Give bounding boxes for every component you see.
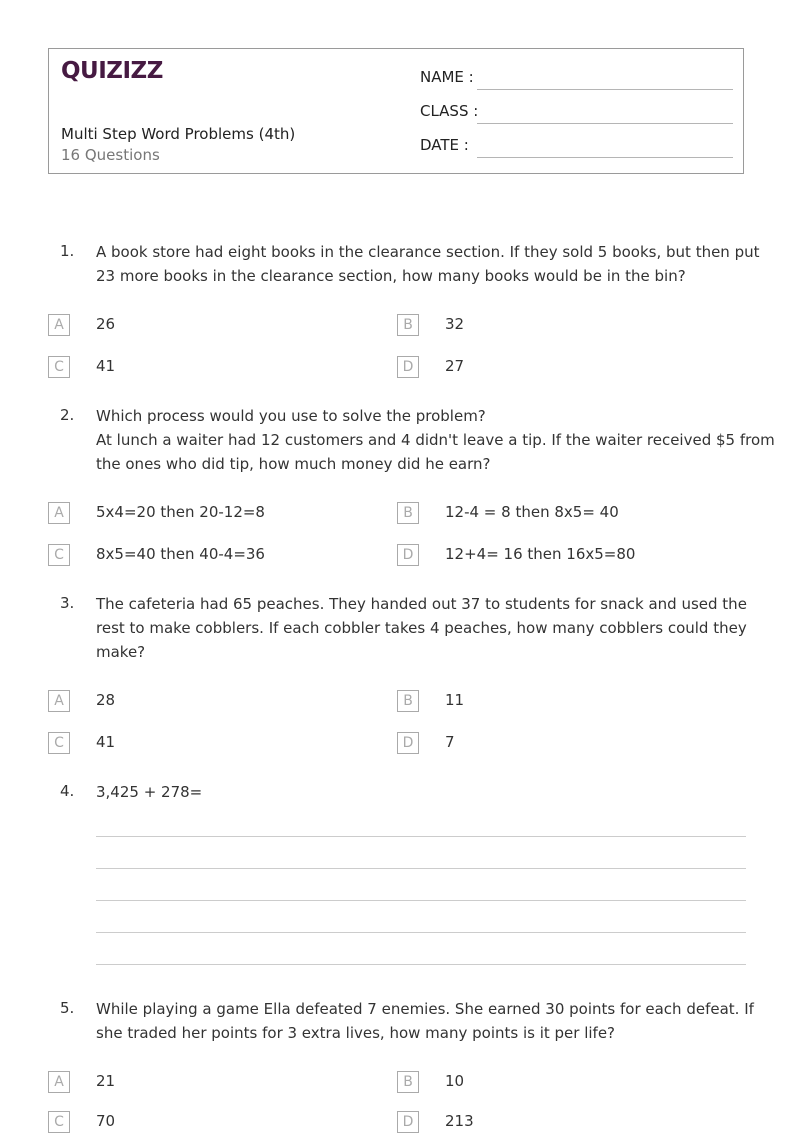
answer-line[interactable] (96, 836, 746, 837)
answer-line[interactable] (96, 964, 746, 965)
option-d-text: 213 (445, 1112, 474, 1130)
option-d-box[interactable]: D (397, 1111, 419, 1133)
answer-line[interactable] (96, 932, 746, 933)
question-line: 23 more books in the clearance section, how many books would be in the bin? (96, 267, 686, 285)
question-line: While playing a game Ella defeated 7 enemies. She earned 30 points for each defeat. If (96, 1000, 754, 1018)
question-number: 1. (60, 242, 75, 260)
answer-line[interactable] (96, 900, 746, 901)
answer-line[interactable] (96, 868, 746, 869)
question-line: 3,425 + 278= (96, 783, 203, 801)
option-b-text: 11 (445, 691, 465, 709)
option-c-text: 70 (96, 1112, 116, 1130)
option-d-text: 12+4= 16 then 16x5=80 (445, 545, 636, 563)
question-line: A book store had eight books in the clearance section. If they sold 5 books, but then put (96, 243, 760, 261)
question-line: Which process would you use to solve the problem? (96, 407, 486, 425)
question-line: make? (96, 643, 146, 661)
option-a-text: 21 (96, 1072, 116, 1090)
class-field[interactable] (477, 123, 733, 124)
worksheet-title: Multi Step Word Problems (4th) (61, 125, 296, 143)
worksheet-header (48, 48, 744, 174)
question-line: At lunch a waiter had 12 customers and 4 didn't leave a tip. If the waiter received $5 from (96, 431, 775, 449)
option-d-box[interactable]: D (397, 356, 419, 378)
option-b-box[interactable]: B (397, 1071, 419, 1093)
option-a-box[interactable]: A (48, 314, 70, 336)
name-field[interactable] (477, 89, 733, 90)
option-a-text: 5x4=20 then 20-12=8 (96, 503, 265, 521)
option-d-box[interactable]: D (397, 732, 419, 754)
option-c-text: 8x5=40 then 40-4=36 (96, 545, 265, 563)
question-number: 2. (60, 406, 75, 424)
option-a-box[interactable]: A (48, 502, 70, 524)
option-d-text: 27 (445, 357, 465, 375)
date-field[interactable] (477, 157, 733, 158)
option-a-text: 26 (96, 315, 116, 333)
question-text (96, 240, 760, 288)
name-label: NAME : (420, 68, 474, 86)
question-line: the ones who did tip, how much money did he earn? (96, 455, 491, 473)
option-c-text: 41 (96, 733, 116, 751)
option-b-box[interactable]: B (397, 690, 419, 712)
option-b-text: 32 (445, 315, 465, 333)
option-b-box[interactable]: B (397, 502, 419, 524)
option-c-box[interactable]: C (48, 544, 70, 566)
class-label: CLASS : (420, 102, 479, 120)
date-label: DATE : (420, 136, 469, 154)
option-b-text: 12-4 = 8 then 8x5= 40 (445, 503, 619, 521)
question-count: 16 Questions (61, 146, 160, 164)
question-line: rest to make cobblers. If each cobbler takes 4 peaches, how many cobblers could they (96, 619, 747, 637)
question-text (96, 780, 746, 804)
question-number: 5. (60, 999, 75, 1017)
question-line: she traded her points for 3 extra lives, how many points is it per life? (96, 1024, 616, 1042)
option-a-box[interactable]: A (48, 690, 70, 712)
option-c-text: 41 (96, 357, 116, 375)
question-number: 3. (60, 594, 75, 612)
question-text (96, 997, 754, 1045)
option-c-box[interactable]: C (48, 356, 70, 378)
question-text (96, 592, 746, 664)
option-d-box[interactable]: D (397, 544, 419, 566)
question-text (96, 404, 775, 476)
option-a-text: 28 (96, 691, 116, 709)
question-line: The cafeteria had 65 peaches. They handed out 37 to students for snack and used the (96, 595, 747, 613)
question-number: 4. (60, 782, 75, 800)
option-b-text: 10 (445, 1072, 465, 1090)
option-b-box[interactable]: B (397, 314, 419, 336)
option-c-box[interactable]: C (48, 1111, 70, 1133)
option-a-box[interactable]: A (48, 1071, 70, 1093)
option-d-text: 7 (445, 733, 455, 751)
option-c-box[interactable]: C (48, 732, 70, 754)
quizizz-logo: QUIZIZZ (61, 58, 163, 84)
